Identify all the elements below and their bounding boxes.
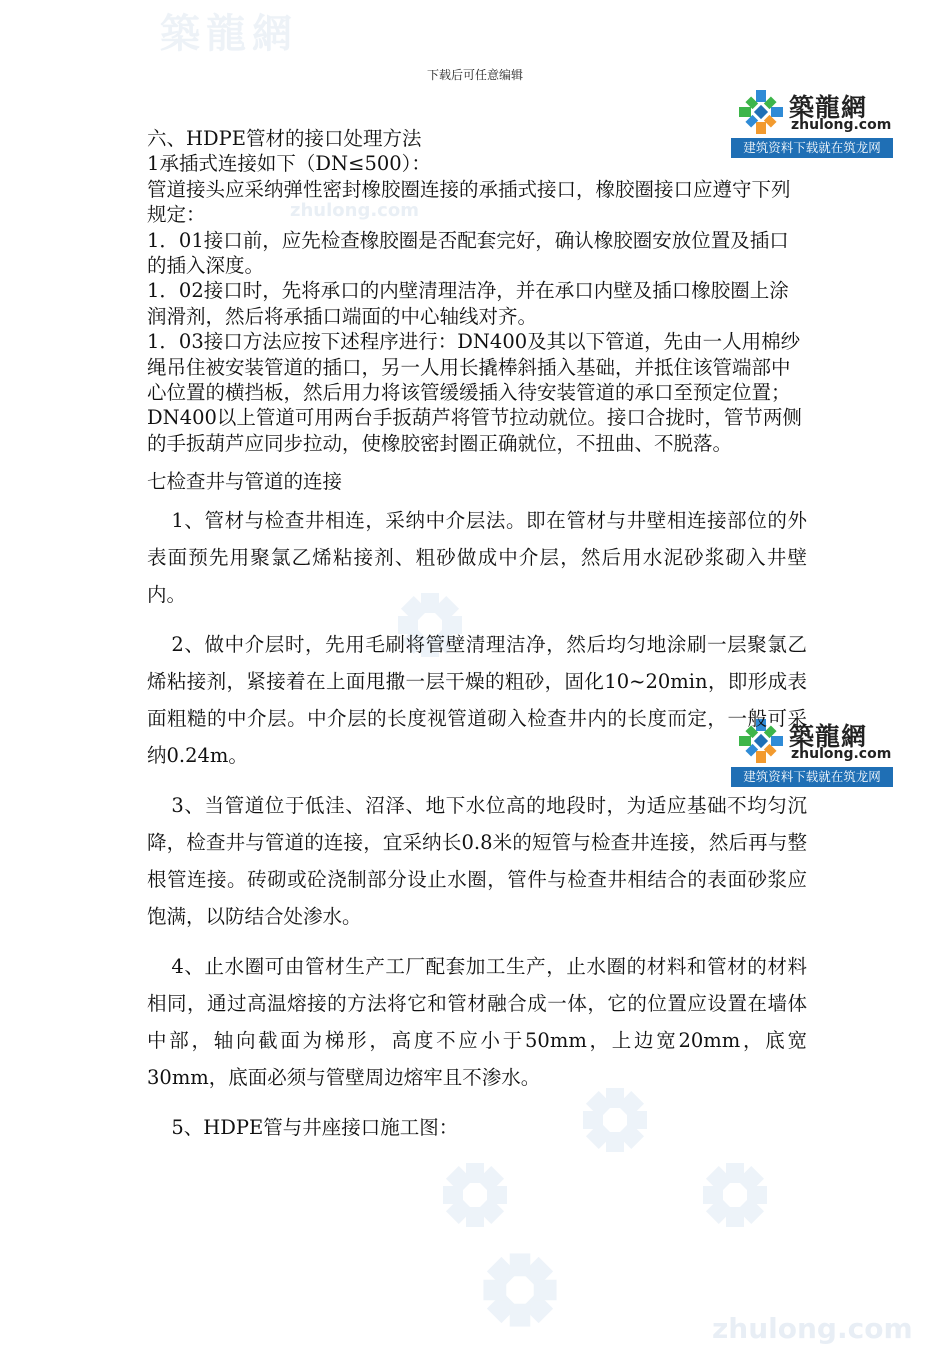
section-7-title: 七检查井与管道的连接 bbox=[147, 470, 343, 494]
logo-slogan: 建筑资料下载就在筑龙网 bbox=[731, 138, 893, 158]
watermark-mid-text: zhulong.com bbox=[290, 200, 419, 221]
section-6-paragraph: 管道接头应采纳弹性密封橡胶圈连接的承插式接口，橡胶圈接口应遵守下列规定： bbox=[147, 177, 791, 227]
section-7-paragraph: 1、管材与检查井相连，采纳中介层法。即在管材与井壁相连接部位的外表面预先用聚氯乙烯粘接剂、粗砂做成中介层，然后用水泥砂浆砌入井壁内。 bbox=[147, 509, 807, 607]
section-6-title: 六、HDPE管材的接口处理方法 bbox=[147, 127, 422, 150]
logo-domain: zhulong.com bbox=[791, 746, 892, 762]
header-note: 下载后可任意编辑 bbox=[426, 68, 523, 82]
watermark-snowflake-icon bbox=[700, 1160, 770, 1230]
logo-slogan: 建筑资料下载就在筑龙网 bbox=[731, 767, 893, 787]
section-7 bbox=[147, 463, 807, 1146]
watermark-snowflake-icon bbox=[440, 1160, 510, 1230]
watermark-bottom-text: zhulong.com bbox=[712, 1312, 913, 1345]
logo-domain: zhulong.com bbox=[791, 117, 892, 133]
section-7-paragraph: 4、止水圈可由管材生产工厂配套加工生产，止水圈的材料和管材的材料相同，通过高温熔接的方法将它和管材融合成一体，它的位置应设置在墙体中部，轴向截面为梯形，高度不应小于50mm，上边宽20mm，底宽30mm，底面必须与管壁周边熔牢且不渗水。 bbox=[147, 955, 807, 1090]
section-6-subtitle: 1承插式连接如下（DN≤500）： bbox=[147, 152, 431, 176]
section-7-paragraph: 2、做中介层时，先用毛刷将管壁清理洁净，然后均匀地涂刷一层聚氯乙烯粘接剂，紧接着在上面甩撒一层干燥的粗砂，固化10~20min，即形成表面粗糙的中介层。中介层的长度视管道砌入检查井内的长度而定，一般可采纳0.24m。 bbox=[147, 633, 807, 768]
section-6-paragraph: 1．01接口前，应先检查橡胶圈是否配套完好，确认橡胶圈安放位置及插口的插入深度。 bbox=[147, 228, 789, 278]
logo-name: 築龍網 bbox=[789, 722, 868, 751]
section-6-paragraph: 1．02接口时，先将承口的内壁清理洁净，并在承口内壁及插口橡胶圈上涂润滑剂，然后将承插口端面的中心轴线对齐。 bbox=[147, 279, 789, 328]
section-6 bbox=[147, 126, 807, 456]
watermark-snowflake-icon bbox=[480, 1250, 560, 1330]
logo-name: 築龍網 bbox=[789, 93, 868, 122]
section-7-paragraph: 5、HDPE管与井座接口施工图： bbox=[171, 1116, 459, 1140]
watermark-top-text: 築龍網 bbox=[160, 11, 298, 57]
document-body bbox=[147, 126, 807, 1146]
section-7-paragraph: 3、当管道位于低洼、沼泽、地下水位高的地段时，为适应基础不均匀沉降，检查井与管道的连接，宜采纳长0.8米的短管与检查井连接，然后再与整根管连接。砖砌或砼浇制部分设止水圈，管件与检查井相结合的表面砂浆应饱满，以防结合处渗水。 bbox=[147, 794, 807, 929]
section-6-paragraph: 1．03接口方法应按下述程序进行：DN400及其以下管道，先由一人用棉纱绳吊住被安装管道的插口，另一人用长撬棒斜插入基础，并抵住该管端部中心位置的横挡板，然后用力将该管缓缓插入待安装管道的承口至预定位置；DN400以上管道可用两台手扳葫芦将管节拉动就位。接口合拢时，管节两侧的手扳葫芦应同步拉动，使橡胶密封圈正确就位，不扭曲、不脱落。 bbox=[147, 330, 802, 455]
